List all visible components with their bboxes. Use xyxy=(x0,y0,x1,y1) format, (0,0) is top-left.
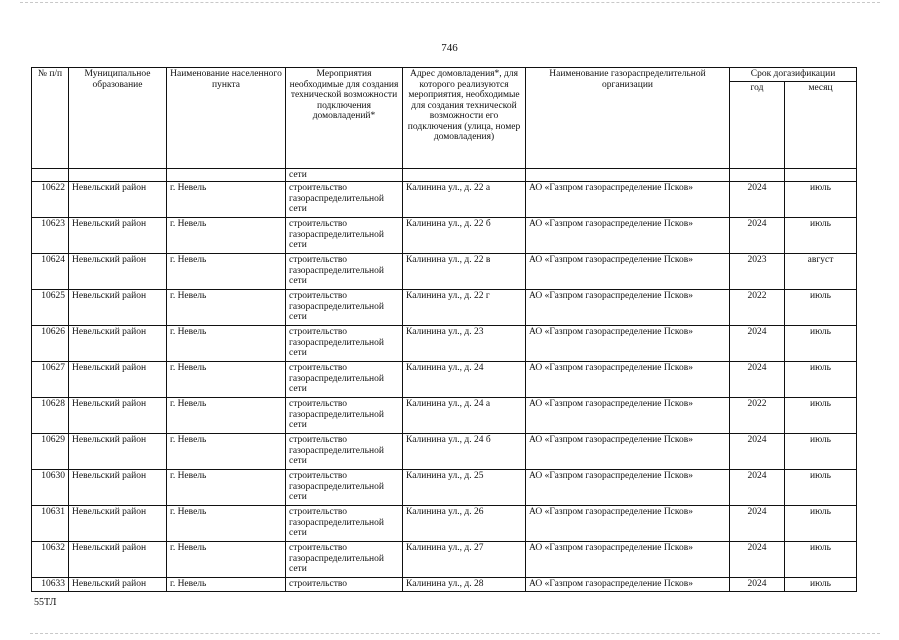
cell-settlement: г. Невель xyxy=(167,326,286,362)
cell-month: июль xyxy=(785,506,857,542)
cell-address: Калинина ул., д. 27 xyxy=(403,542,526,578)
cell-settlement: г. Невель xyxy=(167,254,286,290)
cell-municipality: Невельский район xyxy=(69,578,167,592)
cell-month: июль xyxy=(785,290,857,326)
cell-settlement: г. Невель xyxy=(167,218,286,254)
cell-num: 10628 xyxy=(32,398,69,434)
table-row xyxy=(32,542,857,578)
cell-org: АО «Газпром газораспределение Псков» xyxy=(526,362,730,398)
cell-measure: строительство газораспределительной сети xyxy=(286,290,403,326)
page-number: 746 xyxy=(441,42,458,54)
cont-cell xyxy=(167,168,286,182)
cell-measure: строительство газораспределительной сети xyxy=(286,506,403,542)
cont-cell xyxy=(32,168,69,182)
cell-num: 10630 xyxy=(32,470,69,506)
cell-org: АО «Газпром газораспределение Псков» xyxy=(526,398,730,434)
cell-municipality: Невельский район xyxy=(69,254,167,290)
cell-month: июль xyxy=(785,434,857,470)
cell-org: АО «Газпром газораспределение Псков» xyxy=(526,290,730,326)
cell-measure: строительство газораспределительной сети xyxy=(286,542,403,578)
header-measures: Мероприятия необходимые для создания технической возможности подключения домовладений* xyxy=(286,68,403,169)
cell-month: июль xyxy=(785,542,857,578)
cell-measure: строительство газораспределительной сети xyxy=(286,326,403,362)
cell-measure: строительство газораспределительной сети xyxy=(286,218,403,254)
cell-org: АО «Газпром газораспределение Псков» xyxy=(526,578,730,592)
cell-measure: строительство газораспределительной сети xyxy=(286,434,403,470)
cell-month: июль xyxy=(785,182,857,218)
cell-num: 10629 xyxy=(32,434,69,470)
cell-settlement: г. Невель xyxy=(167,506,286,542)
cell-year: 2024 xyxy=(730,542,785,578)
cell-org: АО «Газпром газораспределение Псков» xyxy=(526,326,730,362)
header-month: месяц xyxy=(785,81,857,168)
cell-municipality: Невельский район xyxy=(69,218,167,254)
cell-settlement: г. Невель xyxy=(167,434,286,470)
cell-year: 2024 xyxy=(730,326,785,362)
cont-cell xyxy=(730,168,785,182)
table-row xyxy=(32,290,857,326)
cell-month: август xyxy=(785,254,857,290)
cell-address: Калинина ул., д. 23 xyxy=(403,326,526,362)
cell-municipality: Невельский район xyxy=(69,542,167,578)
header-address: Адрес домовладения*, для которого реализуются мероприятия, необходимые для создания технической возможности его подключения (улица, номер домовладения) xyxy=(403,68,526,169)
cell-year: 2024 xyxy=(730,182,785,218)
cell-municipality: Невельский район xyxy=(69,398,167,434)
cell-year: 2022 xyxy=(730,398,785,434)
cell-municipality: Невельский район xyxy=(69,434,167,470)
cell-org: АО «Газпром газораспределение Псков» xyxy=(526,470,730,506)
cell-org: АО «Газпром газораспределение Псков» xyxy=(526,434,730,470)
cell-num: 10625 xyxy=(32,290,69,326)
cell-measure: строительство газораспределительной сети xyxy=(286,362,403,398)
cell-org: АО «Газпром газораспределение Псков» xyxy=(526,218,730,254)
cell-address: Калинина ул., д. 24 xyxy=(403,362,526,398)
cell-num: 10627 xyxy=(32,362,69,398)
cell-address: Калинина ул., д. 22 г xyxy=(403,290,526,326)
cell-address: Калинина ул., д. 24 б xyxy=(403,434,526,470)
cell-month: июль xyxy=(785,326,857,362)
header-municipality: Муниципальное образование xyxy=(69,68,167,169)
header-row xyxy=(32,68,857,82)
scan-edge-top xyxy=(20,2,880,4)
header-num: № п/п xyxy=(32,68,69,169)
cell-year: 2024 xyxy=(730,506,785,542)
table-row xyxy=(32,218,857,254)
header-settlement: Наименование населенного пункта xyxy=(167,68,286,169)
cell-measure: строительство газораспределительной сети xyxy=(286,182,403,218)
cell-municipality: Невельский район xyxy=(69,506,167,542)
table-row xyxy=(32,506,857,542)
cell-municipality: Невельский район xyxy=(69,470,167,506)
cell-settlement: г. Невель xyxy=(167,470,286,506)
cell-org: АО «Газпром газораспределение Псков» xyxy=(526,182,730,218)
cell-settlement: г. Невель xyxy=(167,578,286,592)
cell-num: 10624 xyxy=(32,254,69,290)
table-row xyxy=(32,434,857,470)
table-row xyxy=(32,470,857,506)
cell-num: 10623 xyxy=(32,218,69,254)
cell-municipality: Невельский район xyxy=(69,362,167,398)
cell-year: 2024 xyxy=(730,362,785,398)
cell-address: Калинина ул., д. 28 xyxy=(403,578,526,592)
cell-address: Калинина ул., д. 22 б xyxy=(403,218,526,254)
cell-num: 10622 xyxy=(32,182,69,218)
cont-cell xyxy=(403,168,526,182)
cell-address: Калинина ул., д. 25 xyxy=(403,470,526,506)
cell-month: июль xyxy=(785,362,857,398)
cell-settlement: г. Невель xyxy=(167,542,286,578)
cell-year: 2023 xyxy=(730,254,785,290)
table-row xyxy=(32,182,857,218)
cell-month: июль xyxy=(785,398,857,434)
cell-measure: строительство газораспределительной сети xyxy=(286,470,403,506)
cell-org: АО «Газпром газораспределение Псков» xyxy=(526,254,730,290)
cell-address: Калинина ул., д. 22 а xyxy=(403,182,526,218)
table-row xyxy=(32,398,857,434)
cell-org: АО «Газпром газораспределение Псков» xyxy=(526,542,730,578)
cont-cell xyxy=(526,168,730,182)
cont-cell xyxy=(785,168,857,182)
cell-municipality: Невельский район xyxy=(69,182,167,218)
table-row xyxy=(32,578,857,592)
cell-month: июль xyxy=(785,470,857,506)
cell-address: Калинина ул., д. 26 xyxy=(403,506,526,542)
cell-month: июль xyxy=(785,218,857,254)
cell-address: Калинина ул., д. 24 а xyxy=(403,398,526,434)
cell-measure: строительство газораспределительной сети xyxy=(286,254,403,290)
cell-year: 2022 xyxy=(730,290,785,326)
cell-settlement: г. Невель xyxy=(167,182,286,218)
cell-year: 2024 xyxy=(730,434,785,470)
table-row xyxy=(32,254,857,290)
cell-municipality: Невельский район xyxy=(69,290,167,326)
scan-edge-bottom xyxy=(30,633,880,635)
table-row xyxy=(32,326,857,362)
cell-year: 2024 xyxy=(730,578,785,592)
cell-org: АО «Газпром газораспределение Псков» xyxy=(526,506,730,542)
cell-num: 10626 xyxy=(32,326,69,362)
table-row xyxy=(32,362,857,398)
cont-cell xyxy=(69,168,167,182)
cont-measure: сети xyxy=(286,168,403,182)
cell-settlement: г. Невель xyxy=(167,398,286,434)
cell-settlement: г. Невель xyxy=(167,362,286,398)
cell-num: 10632 xyxy=(32,542,69,578)
cell-address: Калинина ул., д. 22 в xyxy=(403,254,526,290)
table-body xyxy=(32,168,857,591)
header-year: год xyxy=(730,81,785,168)
cell-settlement: г. Невель xyxy=(167,290,286,326)
header-org: Наименование газораспределительной организации xyxy=(526,68,730,169)
cell-month: июль xyxy=(785,578,857,592)
cell-measure: строительство газораспределительной сети xyxy=(286,398,403,434)
cell-num: 10631 xyxy=(32,506,69,542)
continuation-row xyxy=(32,168,857,182)
cell-measure: строительство xyxy=(286,578,403,592)
footer-code: 55ТЛ xyxy=(34,597,57,608)
cell-municipality: Невельский район xyxy=(69,326,167,362)
cell-num: 10633 xyxy=(32,578,69,592)
cell-year: 2024 xyxy=(730,470,785,506)
cell-year: 2024 xyxy=(730,218,785,254)
dogasification-table xyxy=(31,67,857,592)
header-deadline: Срок догазификации xyxy=(730,68,857,82)
